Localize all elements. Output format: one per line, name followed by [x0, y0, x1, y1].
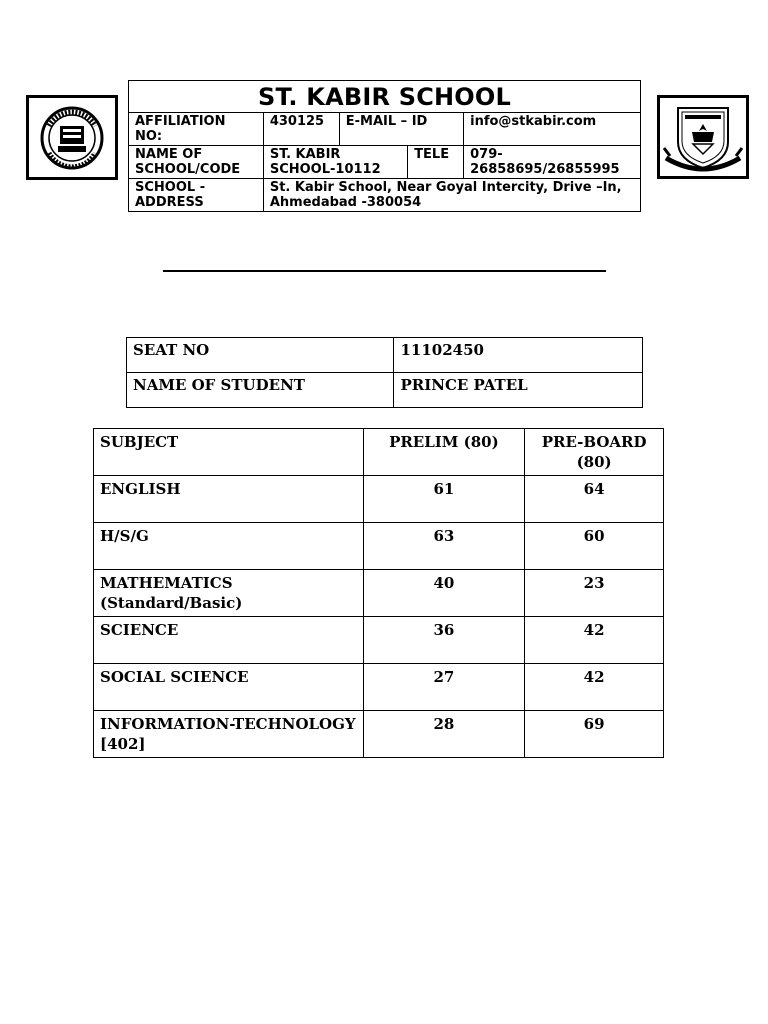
prelim-cell: 27 — [363, 664, 525, 711]
table-row — [94, 476, 664, 523]
marks-table — [93, 428, 664, 758]
school-name: ST. KABIR SCHOOL — [129, 81, 641, 113]
preboard-cell: 23 — [525, 570, 664, 617]
school-code-label: NAME OF SCHOOL/CODE — [129, 146, 264, 179]
subject-cell: SCIENCE — [94, 617, 364, 664]
address-value: St. Kabir School, Near Goyal Intercity, Drive –In, Ahmedabad -380054 — [263, 179, 640, 212]
preboard-cell: 69 — [525, 711, 664, 758]
table-row — [94, 523, 664, 570]
subject-cell: ENGLISH — [94, 476, 364, 523]
subject-cell: MATHEMATICS (Standard/Basic) — [94, 570, 364, 617]
prelim-cell: 36 — [363, 617, 525, 664]
table-row — [94, 664, 664, 711]
school-code-value: ST. KABIR SCHOOL-10112 — [263, 146, 407, 179]
subject-cell: INFORMATION-TECHNOLOGY [402] — [94, 711, 364, 758]
preboard-cell: 60 — [525, 523, 664, 570]
email-label: E-MAIL – ID — [339, 113, 463, 146]
student-name-label: NAME OF STUDENT — [127, 373, 394, 408]
column-header-subject: SUBJECT — [94, 429, 364, 476]
prelim-cell: 28 — [363, 711, 525, 758]
table-header-row — [94, 429, 664, 476]
preboard-cell: 42 — [525, 664, 664, 711]
school-crest-logo — [657, 95, 749, 179]
table-row — [94, 711, 664, 758]
email-value: info@stkabir.com — [464, 113, 641, 146]
table-row — [94, 570, 664, 617]
school-crest-icon — [660, 98, 746, 176]
seat-no-label: SEAT NO — [127, 338, 394, 373]
preboard-cell: 64 — [525, 476, 664, 523]
school-header-table — [128, 80, 641, 212]
cbse-logo — [26, 95, 118, 180]
seat-no-value: 11102450 — [394, 338, 643, 373]
student-name-value: PRINCE PATEL — [394, 373, 643, 408]
tele-value: 079-26858695/26855995 — [464, 146, 641, 179]
column-header-preboard: PRE-BOARD (80) — [525, 429, 664, 476]
subject-cell: SOCIAL SCIENCE — [94, 664, 364, 711]
column-header-prelim: PRELIM (80) — [363, 429, 525, 476]
affiliation-number: 430125 — [263, 113, 339, 146]
signature-line — [163, 270, 606, 272]
affiliation-label: AFFILIATION NO: — [129, 113, 264, 146]
preboard-cell: 42 — [525, 617, 664, 664]
student-info-table — [126, 337, 643, 408]
table-row — [94, 617, 664, 664]
prelim-cell: 63 — [363, 523, 525, 570]
tele-label: TELE — [408, 146, 464, 179]
cbse-emblem-icon — [29, 98, 115, 177]
address-label: SCHOOL - ADDRESS — [129, 179, 264, 212]
prelim-cell: 40 — [363, 570, 525, 617]
subject-cell: H/S/G — [94, 523, 364, 570]
prelim-cell: 61 — [363, 476, 525, 523]
